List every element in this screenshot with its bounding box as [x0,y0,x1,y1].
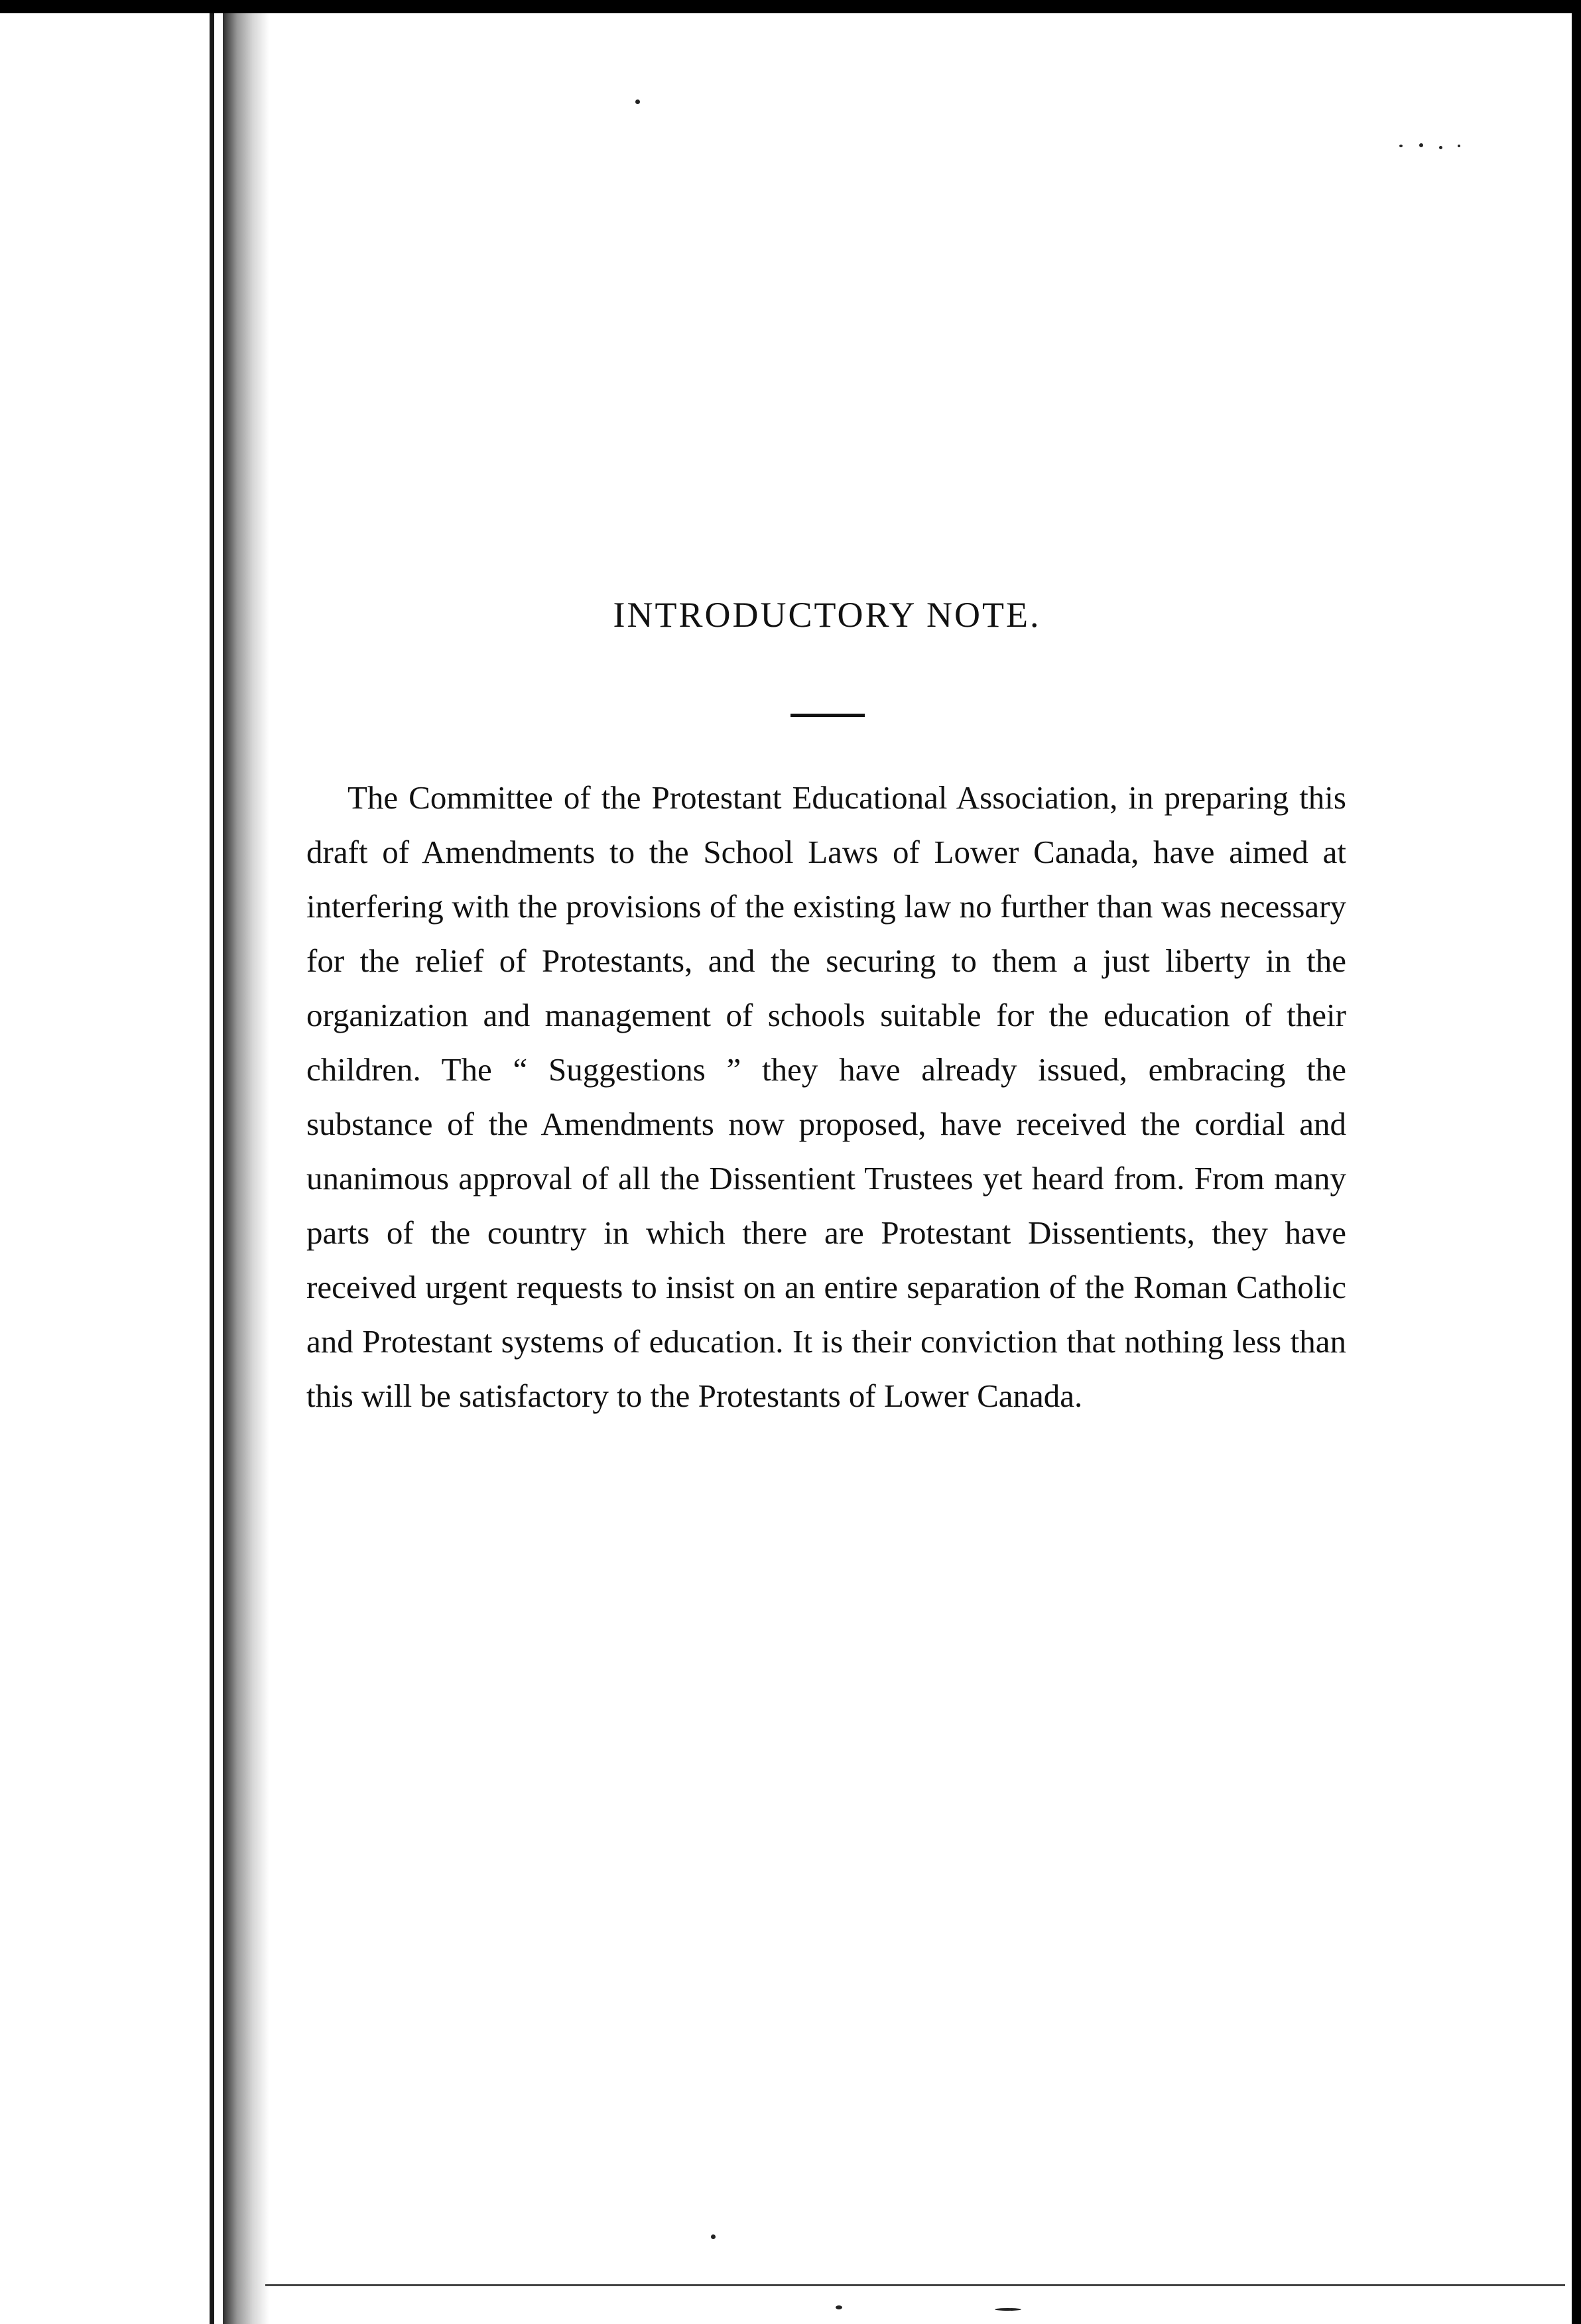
book-gutter-shadow [223,13,269,2324]
scan-speck [995,2308,1021,2311]
introductory-paragraph: The Committee of the Protestant Educational Association, in preparing this draft of Amendments to the School Laws of Lower Canada, have aimed at interfering with the provisions of the existing law no further than was necessary for the relief of Protestants, and the securing to them a just liberty in the organization and management of schools suitable for the education of their children. The “ Suggestions ” they have already issued, embracing the substance of the Amendments now proposed, have received the cordial and unanimous approval of all the Dissentient Trustees yet heard from. From many parts of the country in which there are Protestant Dissentients, they have received urgent requests to insist on an entire separation of the Roman Catholic and Protestant systems of education. It is their conviction that nothing less than this will be satisfactory to the Protestants of Lower Canada. [306,779,1346,1414]
left-page-edge [210,13,214,2324]
scan-speck [1399,145,1403,147]
scan-top-border [0,0,1581,13]
scan-speck [1458,145,1460,147]
scan-right-border [1572,0,1581,2324]
scan-speck [1419,143,1423,147]
scan-speck [836,2305,842,2309]
scan-speck [635,99,640,104]
left-page-margin [0,0,210,2324]
scan-speck [1439,146,1442,149]
scan-speck [711,2234,716,2239]
title-rule [790,714,865,717]
page-bottom-edge [265,2284,1565,2286]
page-title: INTRODUCTORY NOTE. [613,595,1041,635]
